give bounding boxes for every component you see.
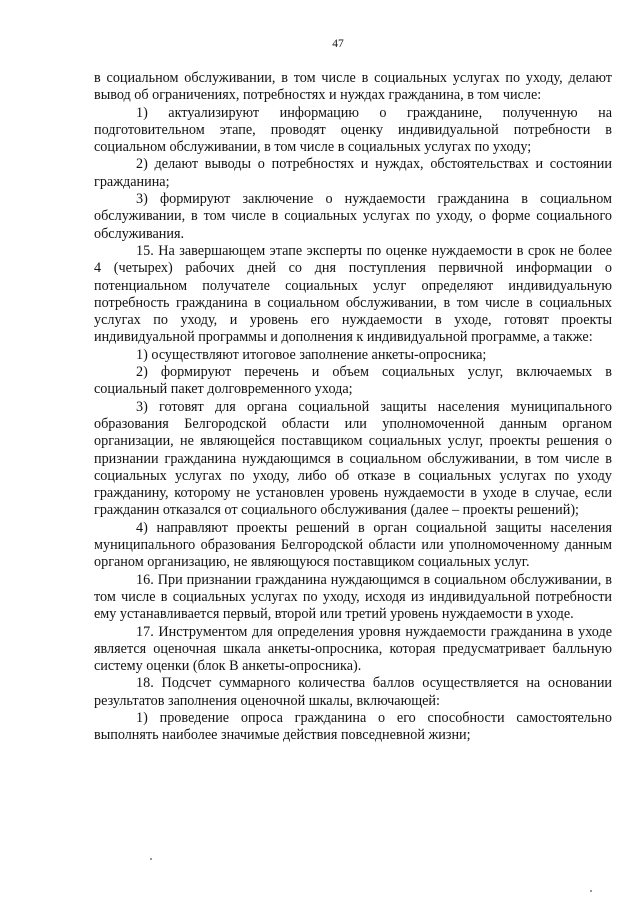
paragraph: 1) проведение опроса гражданина о его способности самостоятельно выполнять наиболее значимые действия повседневной жизни; bbox=[94, 709, 612, 744]
paragraph: 1) осуществляют итоговое заполнение анкеты-опросника; bbox=[136, 346, 487, 363]
page-number: 47 bbox=[332, 38, 344, 50]
paragraph: 18. Подсчет суммарного количества баллов осуществляется на основании результатов заполнения оценочной шкалы, включающей: bbox=[94, 675, 612, 709]
paragraph: 16. При признании гражданина нуждающимся в социальном обслуживании, в том числе в социальных услугах по уходу, исходя из индивидуальной потребности ему устанавливается первый, второй или третий уровень нуждаемости в уходе. bbox=[94, 571, 612, 623]
scan-speck bbox=[590, 890, 592, 892]
document-body bbox=[94, 70, 612, 745]
scan-speck bbox=[150, 858, 152, 860]
paragraph: 3) готовят для органа социальной защиты населения муниципального образования Белгородской области или уполномоченной данным органом организации, не являющейся поставщиком социальных услуг, проекты решения о признании гражданина нуждающимся в социальном обслуживании, в том числе в социальных услугах по уходу, либо об отказе в социальных услугах по уходу гражданину, которому не установлен уровень нуждаемости в уходе в случае, если гражданин отказался от социального обслуживания (далее – проекты решений); bbox=[94, 398, 612, 519]
paragraph: 4) направляют проекты решений в орган социальной защиты населения муниципального образования Белгородской области или уполномоченному данным органом организацию, не являющуюся поставщиком социальных услуг. bbox=[94, 519, 612, 571]
paragraph: 2) формируют перечень и объем социальных услуг, включаемых в социальный пакет долговременного ухода; bbox=[94, 364, 612, 398]
paragraph: 15. На завершающем этапе эксперты по оценке нуждаемости в срок не более 4 (четырех) рабочих дней со дня поступления первичной информации о потенциальном получателе социальных услуг определяют индивидуальную потребность гражданина в социальном обслуживании, в том числе в социальных услугах по уходу, и уровень его нуждаемости в уходе, готовят проекты индивидуальной программы и дополнения к индивидуальной программе, а также: bbox=[94, 242, 612, 346]
paragraph: 17. Инструментом для определения уровня нуждаемости гражданина в уходе является оценочная шкала анкеты-опросника, которая предусматривает балльную систему оценки (блок В анкеты-опросника). bbox=[94, 623, 612, 675]
paragraph: 3) формируют заключение о нуждаемости гражданина в социальном обслуживании, в том числе в социальных услугах по уходу, о форме социального обслуживания. bbox=[94, 191, 612, 242]
paragraph: 2) делают выводы о потребностях и нуждах, обстоятельствах и состоянии гражданина; bbox=[94, 156, 612, 190]
paragraph: в социальном обслуживании, в том числе в социальных услугах по уходу, делают вывод об ограничениях, потребностях и нуждах гражданина, в том числе: bbox=[94, 70, 612, 104]
paragraph: 1) актуализируют информацию о гражданине, полученную на подготовительном этапе, проводят оценку индивидуальной потребности в социальном обслуживании, в том числе в социальных услугах по уходу; bbox=[94, 104, 612, 156]
